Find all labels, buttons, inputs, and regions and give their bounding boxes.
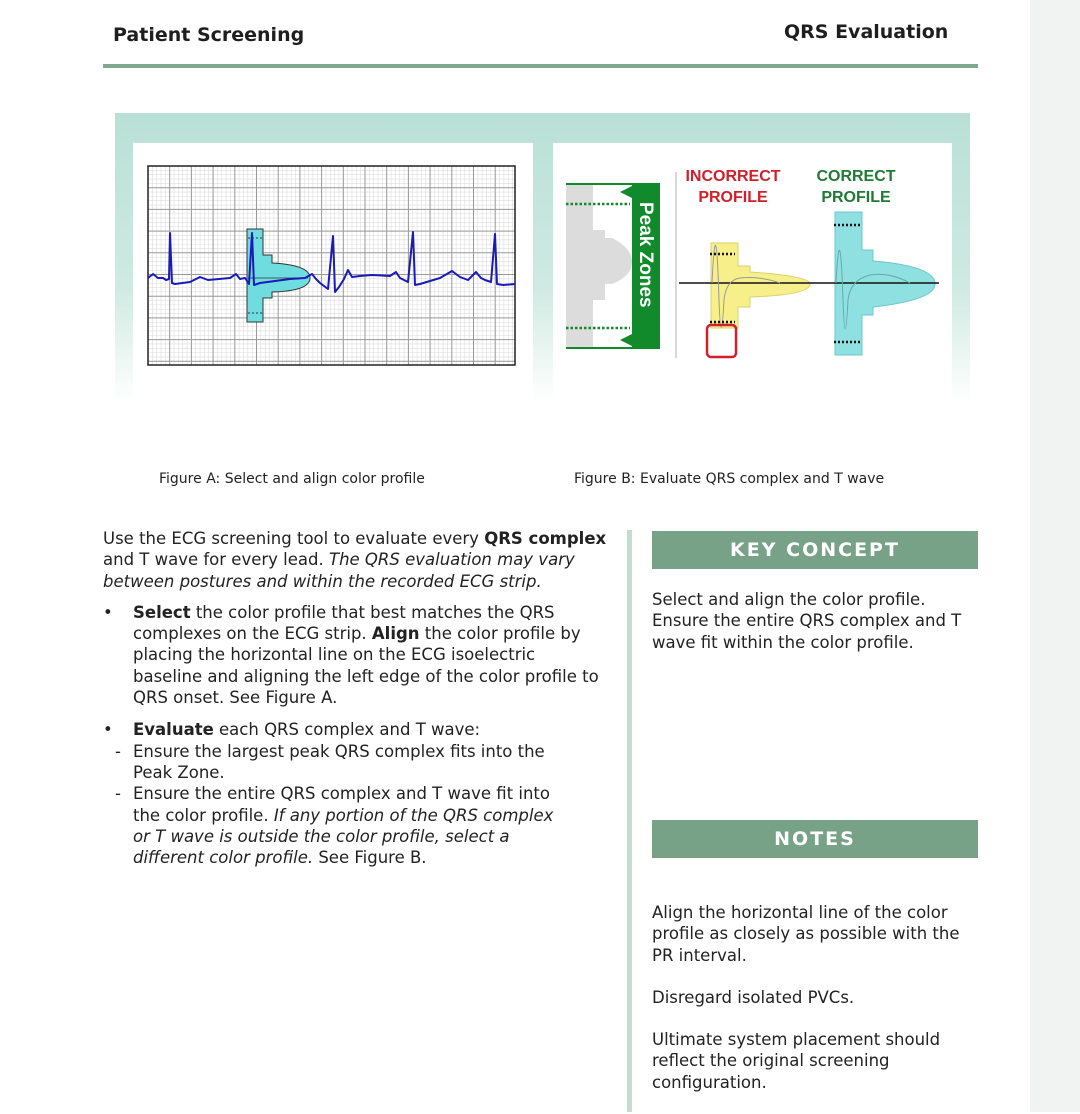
figure-a <box>133 143 533 403</box>
arrow-icon <box>620 334 632 346</box>
incorrect-label: PROFILE <box>698 189 768 206</box>
incorrect-yellow-profile <box>711 243 810 328</box>
key-concept-heading: KEY CONCEPT <box>652 531 978 569</box>
figure-b-caption: Figure B: Evaluate QRS complex and T wave <box>574 471 885 487</box>
note-item: Disregard isolated PVCs. <box>652 987 855 1007</box>
sub-bullet-peak-zone: - Ensure the largest peak QRS complex fits into the Peak Zone. <box>115 741 545 782</box>
key-concept-text: Select and align the color profile. Ensure the entire QRS complex and T wave fit within the color profile. <box>652 590 962 652</box>
sub-bullet-fit-profile: - Ensure the entire QRS complex and T wave fit into the color profile. If any portion of the QRS complex or T wave is outside the color profile, select a different color profile. See Figure B. <box>115 784 554 868</box>
bullet-select-align: • Select the color profile that best matches the QRS complexes on the ECG strip. Align the color profile by placing the horizontal line on the ECG isoelectric baseline and aligning the left edge of the color profile to QRS onset. See Figure A. <box>103 602 603 708</box>
column-divider <box>627 530 632 1112</box>
ecg-strip-illustration <box>133 143 533 403</box>
page-topic-title: QRS Evaluation <box>784 21 949 43</box>
peak-zones-label: Peak Zones <box>635 202 656 308</box>
figure-a-caption: Figure A: Select and align color profile <box>159 471 425 487</box>
gray-profile-shape <box>566 184 632 348</box>
section-title: Patient Screening <box>113 24 305 46</box>
arrow-icon <box>620 186 632 198</box>
page-edge <box>1030 0 1080 1112</box>
profile-comparison-illustration <box>553 143 952 403</box>
notes-heading: NOTES <box>652 820 978 858</box>
figure-b <box>553 143 952 403</box>
incorrect-label: INCORRECT <box>685 168 781 185</box>
notes-list <box>652 902 982 1114</box>
header-rule <box>103 64 978 68</box>
instructions <box>103 528 608 879</box>
correct-label: CORRECT <box>816 168 896 185</box>
intro-paragraph: Use the ECG screening tool to evaluate every QRS complex and T wave for every lead. The QRS evaluation may vary between postures and within the recorded ECG strip. <box>103 529 607 591</box>
note-item: Align the horizontal line of the color profile as closely as possible with the PR interval. <box>652 903 960 965</box>
note-item: Ultimate system placement should reflect the original screening configuration. <box>652 1030 941 1092</box>
correct-label: PROFILE <box>821 189 891 206</box>
bullet-evaluate: • Evaluate each QRS complex and T wave: - Ensure the largest peak QRS complex fits into the Peak Zone. - Ensure the entire QRS complex and T wave fit into the color profile. If any portion of the QRS complex or T wave is outside the color profile, select a different color profile. See Figure B. <box>103 719 608 868</box>
error-highlight-box <box>707 325 736 357</box>
